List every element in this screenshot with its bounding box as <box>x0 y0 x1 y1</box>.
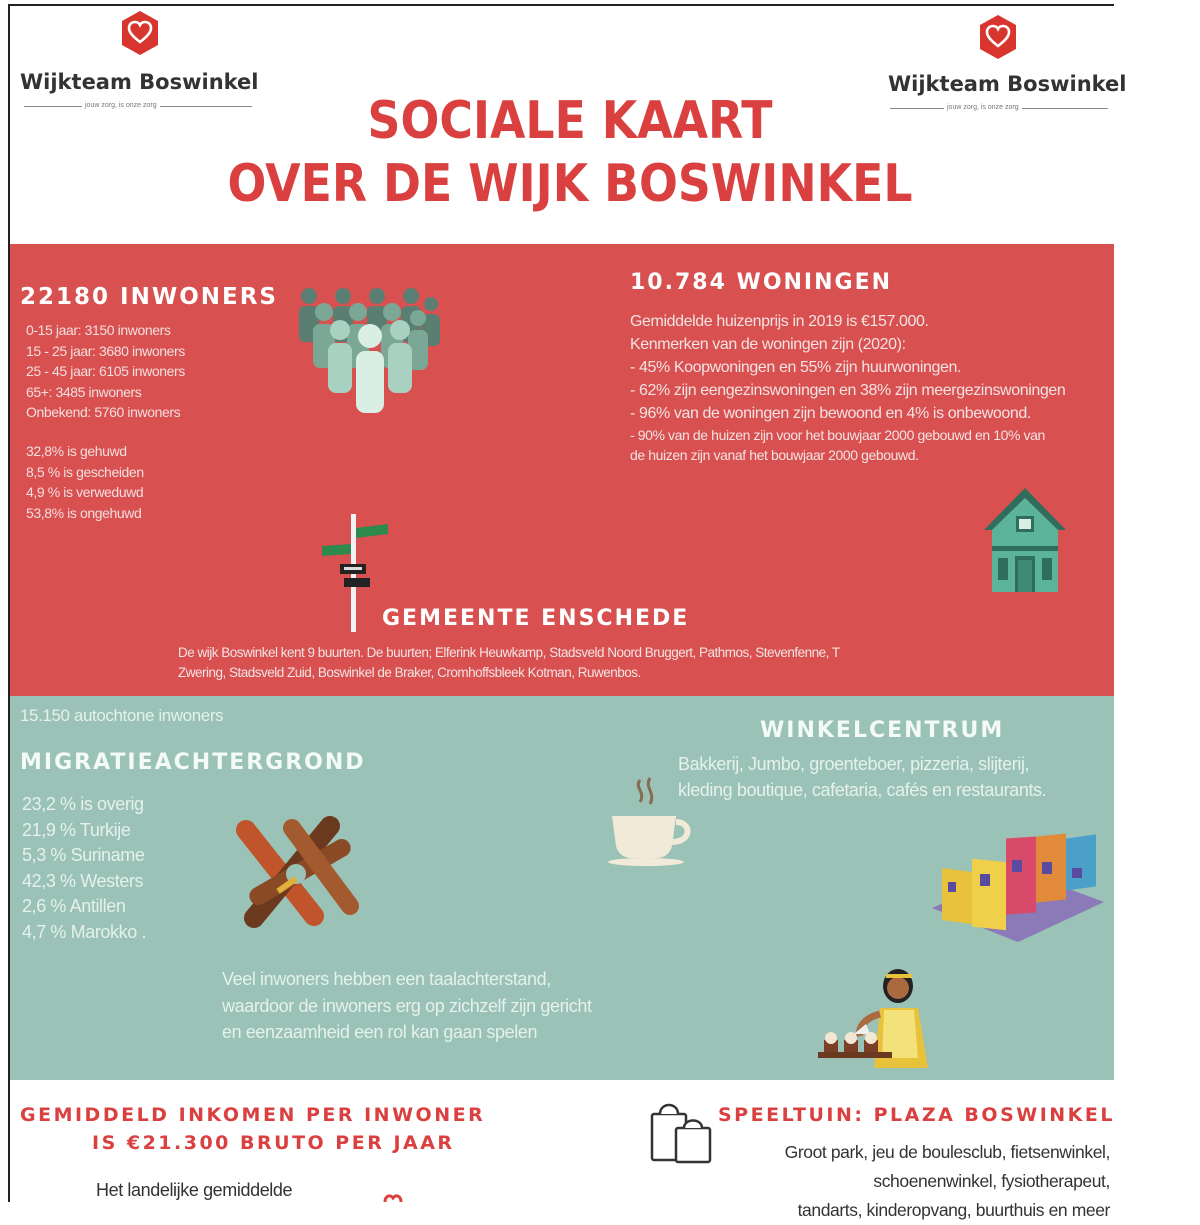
taal-line: waardoor de inwoners erg op zichzelf zijn gericht <box>222 995 592 1016</box>
age-item: 0-15 jaar: 3150 inwoners <box>26 322 171 338</box>
winkel-line: kleding boutique, cafetaria, cafés en restaurants. <box>678 779 1047 800</box>
marital-item: 4,9 % is verweduwd <box>26 484 144 500</box>
inkomen-text: Het landelijke gemiddelde <box>96 1180 293 1200</box>
winkel-line: Bakkerij, Jumbo, groenteboer, pizzeria, slijterij, <box>678 754 1030 774</box>
heart-hexagon-icon <box>978 14 1018 60</box>
title-line-2: OVER DE WIJK BOSWINKEL <box>227 154 913 214</box>
house-icon <box>982 486 1068 596</box>
logo-name: Wijkteam Boswinkel <box>888 72 1127 96</box>
taal-line: en eenzaamheid een rol kan gaan spelen <box>222 1022 538 1042</box>
speeltuin-line: Groot park, jeu de boulesclub, fietsenwinkel, <box>784 1142 1110 1162</box>
woningen-line: - 90% van de huizen zijn voor het bouwjaar 2000 gebouwd en 10% van <box>630 427 1045 443</box>
migratie-item: 42,3 % Westers <box>22 870 144 891</box>
taal-note <box>222 966 592 1046</box>
infographic <box>8 4 1127 1220</box>
heart-hexagon-icon <box>120 10 160 56</box>
speeltuin-text <box>550 1138 1110 1225</box>
page-title <box>10 88 1130 214</box>
woningen-line: - 96% van de woningen zijn bewoond en 4% is onbewoond. <box>630 405 1031 422</box>
migratie-item: 5,3 % Suriname <box>22 845 145 865</box>
age-item: 65+: 3485 inwoners <box>26 383 142 400</box>
inwoners-heading: 22180 INWONERS <box>20 284 278 310</box>
migratie-list <box>22 792 146 945</box>
woningen-line: - 45% Koopwoningen en 55% zijn huurwoningen. <box>630 359 962 376</box>
logo-tagline: jouw zorg, is onze zorg <box>944 104 1022 111</box>
migratie-item: 21,9 % Turkije <box>22 819 131 840</box>
winkelcentrum-heading: WINKELCENTRUM <box>760 718 1005 743</box>
logo-name: Wijkteam Boswinkel <box>20 70 259 94</box>
gemeente-text <box>178 643 840 683</box>
speeltuin-line: tandarts, kinderopvang, buurthuis en meer <box>797 1200 1110 1220</box>
marital-item: 8,5 % is gescheiden <box>26 463 144 480</box>
marital-item: 32,8% is gehuwd <box>26 443 127 459</box>
title-line-1: SOCIALE KAART <box>367 91 773 151</box>
people-group-icon <box>292 284 442 414</box>
baker-woman-icon <box>814 964 950 1072</box>
migratie-item: 4,7 % Marokko . <box>22 921 147 942</box>
age-item: 15 - 25 jaar: 3680 inwoners <box>26 342 185 359</box>
marital-item: 53,8% is ongehuwd <box>26 504 142 521</box>
woningen-line: - 62% zijn eengezinswoningen en 38% zijn meergezinswoningen <box>630 382 1066 399</box>
gemeente-line: De wijk Boswinkel kent 9 buurten. De buurten; Elferink Heuwkamp, Stadsveld Noord Bruggert, Pathmos, Stevenfenne, T <box>178 645 840 660</box>
migratie-item: 23,2 % is overig <box>22 794 144 814</box>
marital-list <box>26 441 144 523</box>
shopping-mall-icon <box>928 838 1108 946</box>
woningen-heading: 10.784 WONINGEN <box>630 270 893 295</box>
migratie-item: 2,6 % Antillen <box>22 896 126 916</box>
woningen-line: de huizen zijn vanaf het bouwjaar 2000 gebouwd. <box>630 447 919 463</box>
gemeente-line: Zwering, Stadsveld Zuid, Boswinkel de Braker, Cromhoffsbleek Kotman, Ruwenbos. <box>178 665 641 680</box>
gemeente-heading: GEMEENTE ENSCHEDE <box>382 606 690 631</box>
heart-icon <box>382 1192 404 1204</box>
age-item: Onbekend: 5760 inwoners <box>26 404 181 420</box>
age-list <box>26 320 185 423</box>
joined-hands-icon <box>232 814 362 930</box>
woningen-line: Kenmerken van de woningen zijn (2020): <box>630 336 906 353</box>
winkelcentrum-text <box>678 752 1046 803</box>
logo-tagline: jouw zorg, is onze zorg <box>82 102 160 109</box>
migratie-heading: MIGRATIEACHTERGROND <box>20 750 366 775</box>
age-item: 25 - 45 jaar: 6105 inwoners <box>26 363 185 379</box>
speeltuin-line: schoenenwinkel, fysiotherapeut, <box>873 1171 1110 1191</box>
speeltuin-heading: SPEELTUIN: PLAZA BOSWINKEL <box>718 1104 1115 1126</box>
inkomen-heading-1: GEMIDDELD INKOMEN PER INWONER <box>20 1104 486 1126</box>
inkomen-heading-2: IS €21.300 BRUTO PER JAAR <box>92 1132 455 1154</box>
taal-line: Veel inwoners hebben een taalachterstand, <box>222 969 551 989</box>
woningen-line: Gemiddelde huizenprijs in 2019 is €157.000. <box>630 313 929 330</box>
autochtoon-text: 15.150 autochtone inwoners <box>20 706 224 725</box>
woningen-text <box>630 310 1065 465</box>
